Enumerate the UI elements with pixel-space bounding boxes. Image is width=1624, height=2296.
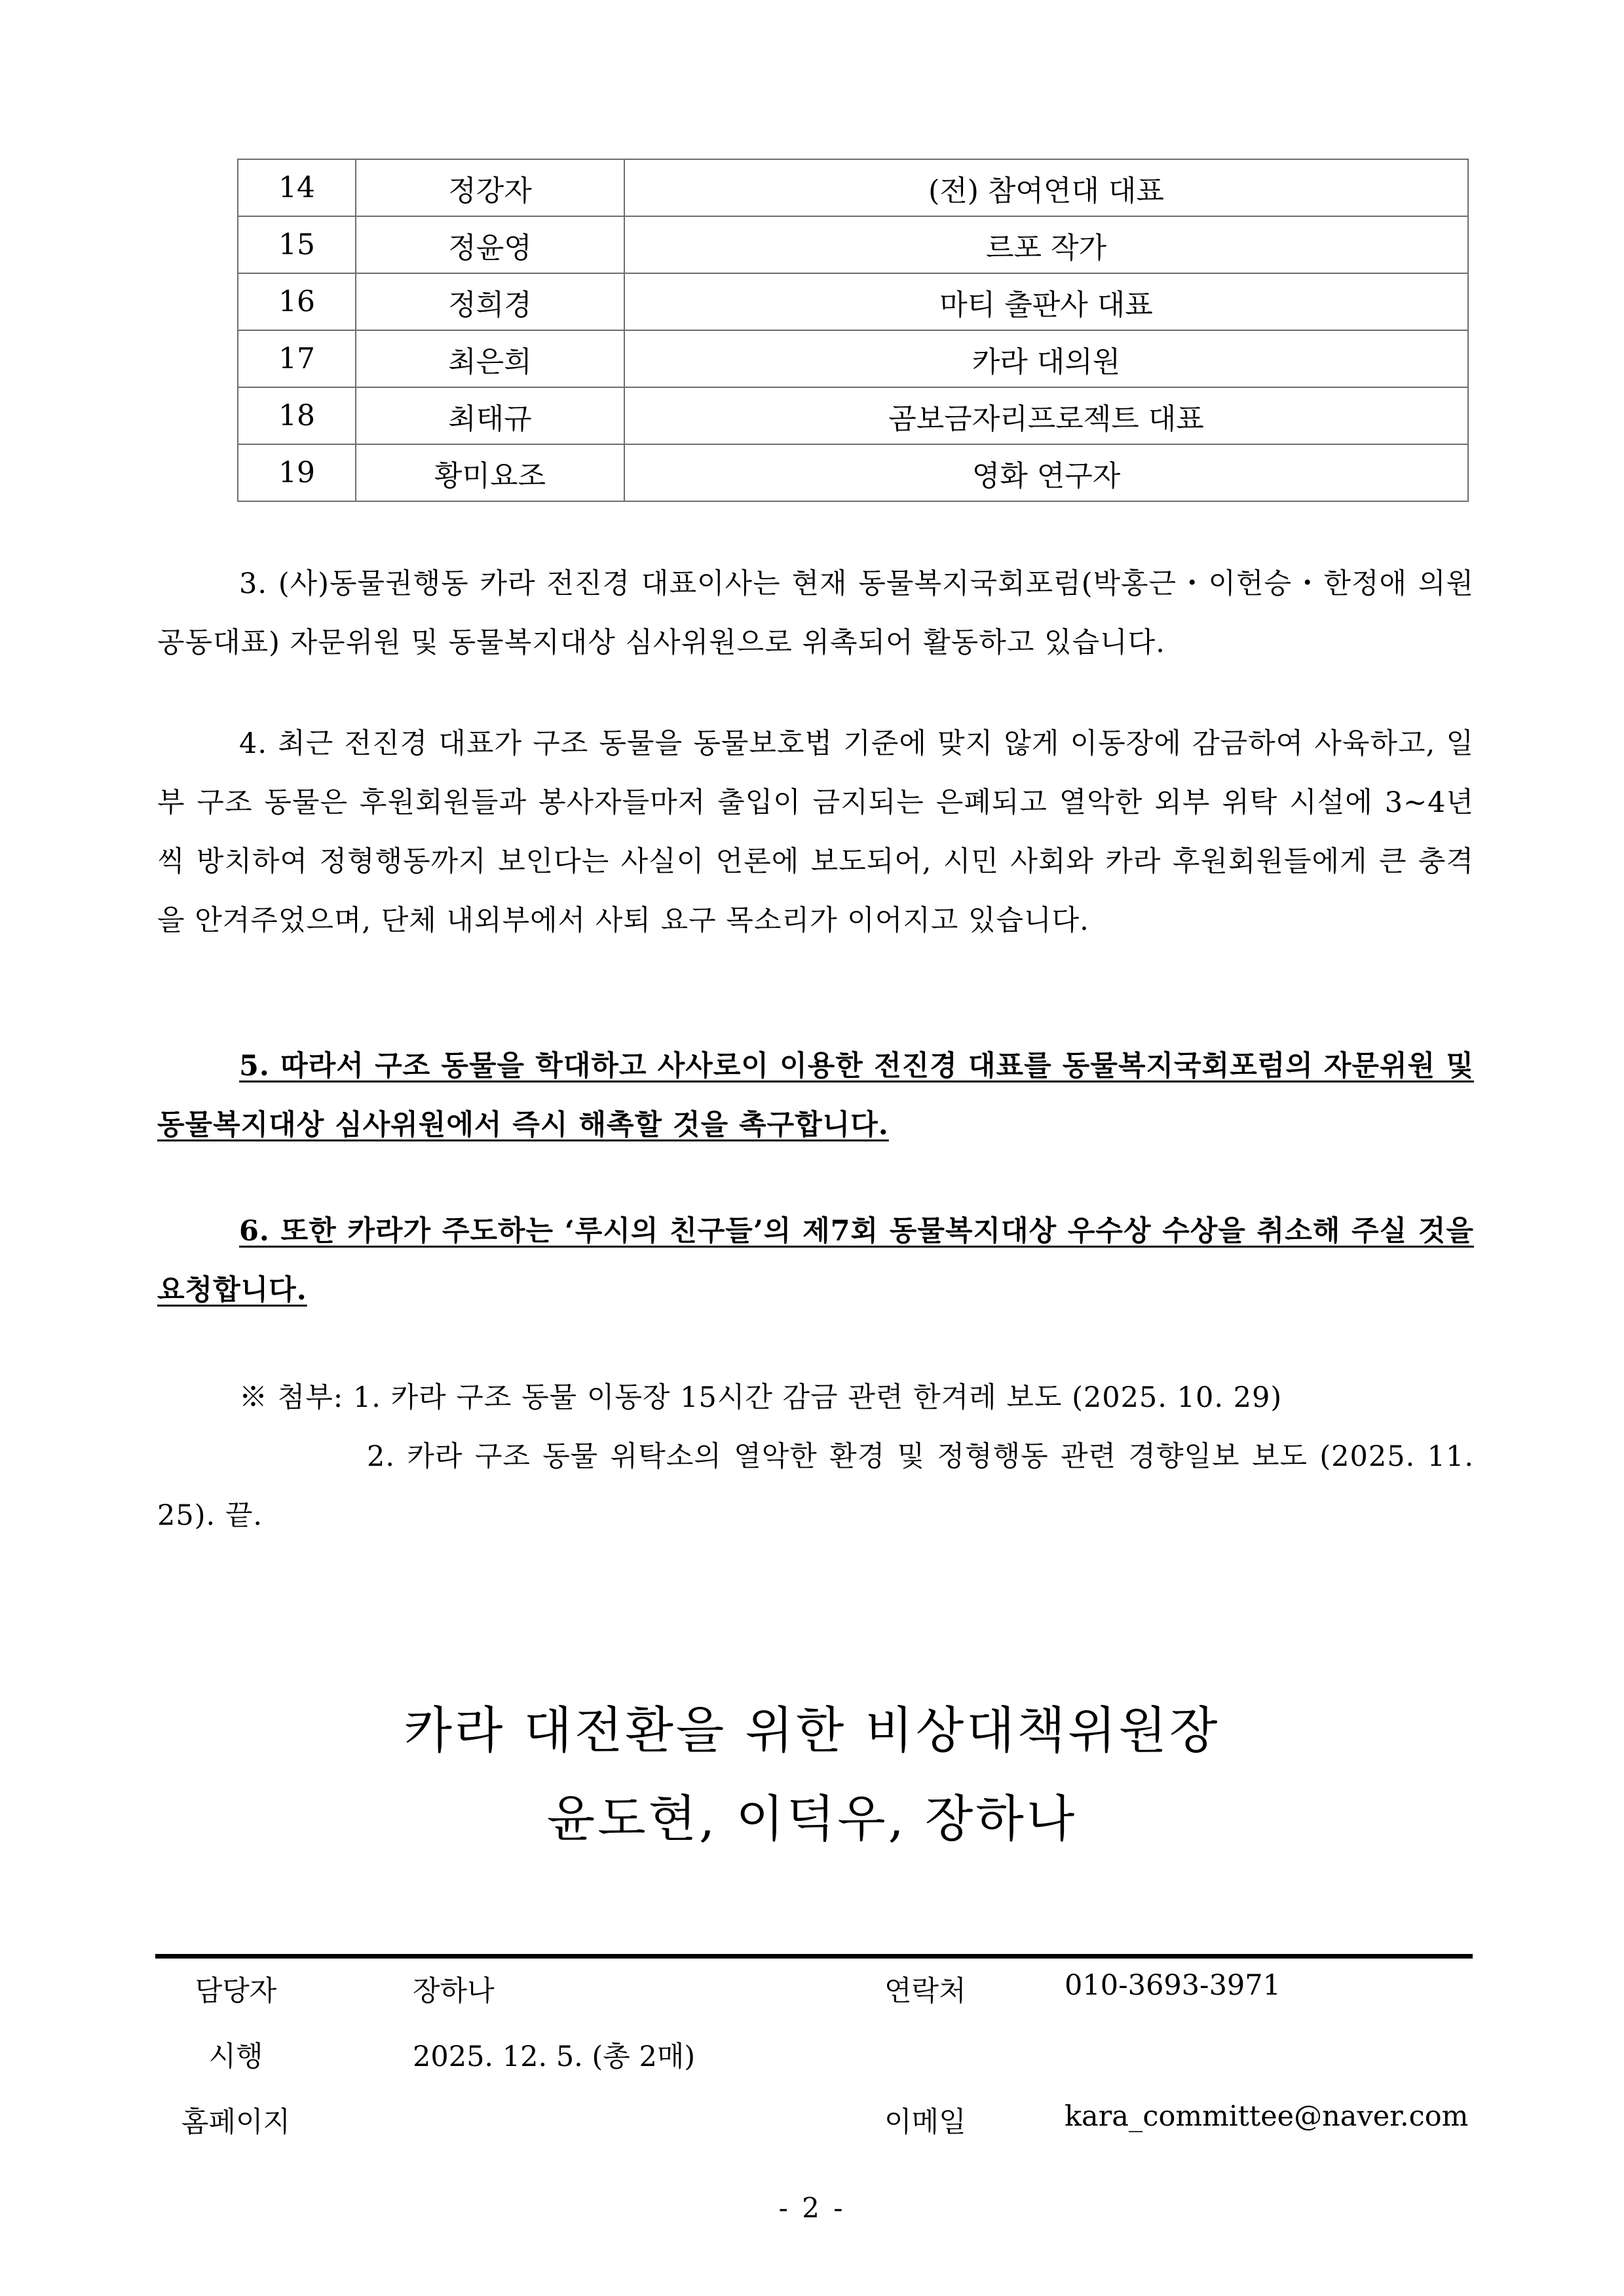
email-value[interactable]: kara_committee@naver.com — [1065, 2100, 1469, 2133]
date-label: 시행 — [208, 2040, 263, 2073]
member-name: 정강자 — [356, 159, 624, 216]
manager-label: 담당자 — [195, 1975, 277, 2008]
manager-value: 장하나 — [413, 1975, 495, 2008]
paragraph-6-request: 6. 또한 카라가 주도하는 ‘루시의 친구들’의 제7회 동물복지대상 우수상 수상을 취소해 주실 것을 요청합니다. — [157, 1215, 1474, 1307]
table-row — [238, 273, 1468, 330]
member-name: 최태규 — [356, 387, 624, 444]
row-number: 17 — [238, 330, 356, 387]
phone-value: 010-3693-3971 — [1065, 1969, 1281, 2002]
email-label: 이메일 — [884, 2106, 966, 2139]
table-row — [238, 444, 1468, 501]
member-name: 정윤영 — [356, 216, 624, 273]
member-name: 최은희 — [356, 330, 624, 387]
member-title: 르포 작가 — [624, 216, 1468, 273]
row-number: 18 — [238, 387, 356, 444]
attachment-2 — [157, 1427, 1474, 1545]
member-title: (전) 참여연대 대표 — [624, 159, 1468, 216]
member-name: 정희경 — [356, 273, 624, 330]
homepage-label: 홈페이지 — [181, 2106, 291, 2139]
table-row — [238, 159, 1468, 216]
attachment-1: ※ 첨부: 1. 카라 구조 동물 이동장 15시간 감금 관련 한겨레 보도 (2025. 10. 29) — [239, 1381, 1283, 1414]
table-row — [238, 216, 1468, 273]
row-number: 14 — [238, 159, 356, 216]
paragraph-5-demand: 5. 따라서 구조 동물을 학대하고 사사로이 이용한 전진경 대표를 동물복지국회포럼의 자문위원 및 동물복지대상 심사위원에서 즉시 해촉할 것을 촉구합니다. — [157, 1050, 1474, 1141]
row-number: 19 — [238, 444, 356, 501]
signature-names: 윤도현, 이덕우, 장하나 — [546, 1789, 1078, 1848]
paragraph-4: 4. 최근 전진경 대표가 구조 동물을 동물보호법 기준에 맞지 않게 이동장에 감금하여 사육하고, 일부 구조 동물은 후원회원들과 봉사자들마저 출입이 금지되는 은폐되고 열악한 외부 위탁 시설에 3~4년씩 방치하여 정형행동까지 보인다는 사실이 언론에 보도되어, 시민 사회와 카라 후원회원들에게 큰 충격을 안겨주었으며, 단체 내외부에서 사퇴 요구 목소리가 이어지고 있습니다. — [157, 727, 1474, 937]
member-name: 황미요조 — [356, 444, 624, 501]
member-title: 마티 출판사 대표 — [624, 273, 1468, 330]
paragraph-3: 3. (사)동물권행동 카라 전진경 대표이사는 현재 동물복지국회포럼(박홍근・이헌승・한정애 의원 공동대표) 자문위원 및 동물복지대상 심사위원으로 위촉되어 활동하고 있습니다. — [157, 567, 1474, 659]
member-title: 카라 대의원 — [624, 330, 1468, 387]
footer-divider — [155, 1954, 1473, 1959]
member-title: 영화 연구자 — [624, 444, 1468, 501]
member-title: 곰보금자리프로젝트 대표 — [624, 387, 1468, 444]
attachment-2-text: 2. 카라 구조 동물 위탁소의 열악한 환경 및 정형행동 관련 경향일보 보도 (2025. 11. 25). 끝. — [157, 1440, 1474, 1532]
date-value: 2025. 12. 5. (총 2매) — [413, 2040, 696, 2073]
table-row — [238, 387, 1468, 444]
table-row — [238, 330, 1468, 387]
members-table — [237, 159, 1469, 502]
row-number: 15 — [238, 216, 356, 273]
signature-organization: 카라 대전환을 위한 비상대책위원장 — [404, 1701, 1220, 1759]
phone-label: 연락처 — [884, 1975, 966, 2008]
row-number: 16 — [238, 273, 356, 330]
page-number: - 2 - — [778, 2192, 846, 2224]
